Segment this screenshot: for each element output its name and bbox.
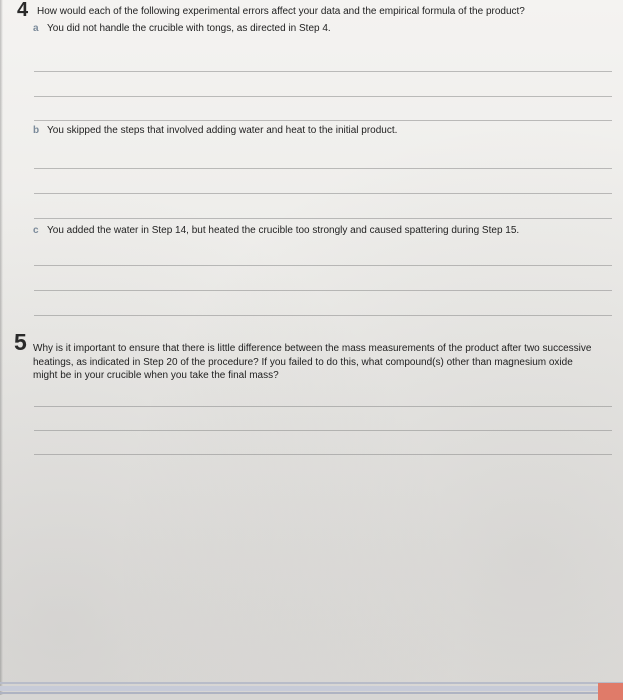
- answer-line-4a-3[interactable]: [34, 120, 612, 121]
- footer-stripe: [0, 692, 623, 694]
- answer-line-4b-1[interactable]: [34, 168, 612, 169]
- show-through-text: [300, 76, 306, 102]
- question-4-prompt: How would each of the following experimental errors affect your data and the empirical formula of the product?: [37, 6, 525, 17]
- question-4b-text: You skipped the steps that involved adding water and heat to the initial product.: [47, 125, 398, 136]
- footer-stripe: [0, 686, 623, 691]
- question-4b: [33, 124, 613, 137]
- answer-line-4a-1[interactable]: [34, 71, 612, 72]
- answer-line-5-2[interactable]: [34, 430, 612, 431]
- question-5-prompt-line-3: might be in your crucible when you take the final mass?: [33, 370, 279, 381]
- answer-line-5-3[interactable]: [34, 454, 612, 455]
- part-letter-b: b: [33, 125, 40, 136]
- part-letter-a: a: [33, 23, 39, 34]
- answer-line-5-1[interactable]: [34, 406, 612, 407]
- page-edge-shadow: [0, 0, 3, 700]
- question-4a: [33, 22, 613, 35]
- answer-line-4b-3[interactable]: [34, 218, 612, 219]
- footer-stripe: [0, 695, 623, 700]
- question-5-prompt-line-2: heatings, as indicated in Step 20 of the procedure? If you failed to do this, what compound(s) other than magnesium oxide: [33, 356, 573, 368]
- corner-accent-tab: [598, 683, 623, 700]
- question-4c: [33, 224, 613, 237]
- answer-line-4b-2[interactable]: [34, 193, 612, 194]
- question-4c-text: You added the water in Step 14, but heated the crucible too strongly and caused spattering during Step 15.: [47, 225, 520, 236]
- answer-line-4c-2[interactable]: [34, 290, 612, 291]
- answer-line-4c-3[interactable]: [34, 315, 612, 316]
- question-5-prompt: [33, 342, 618, 383]
- question-4a-text: You did not handle the crucible with tongs, as directed in Step 4.: [47, 23, 331, 34]
- question-5-prompt-line-1: Why is it important to ensure that there is little difference between the mass measurements of the product after two successive: [33, 343, 592, 354]
- question-number-5: 5: [14, 329, 27, 355]
- question-number-4: 4: [17, 0, 29, 21]
- footer-stripe: [0, 682, 623, 684]
- answer-line-4c-1[interactable]: [34, 265, 612, 266]
- answer-line-4a-2[interactable]: [34, 96, 612, 97]
- show-through-text: [330, 40, 335, 61]
- part-letter-c: c: [33, 225, 39, 236]
